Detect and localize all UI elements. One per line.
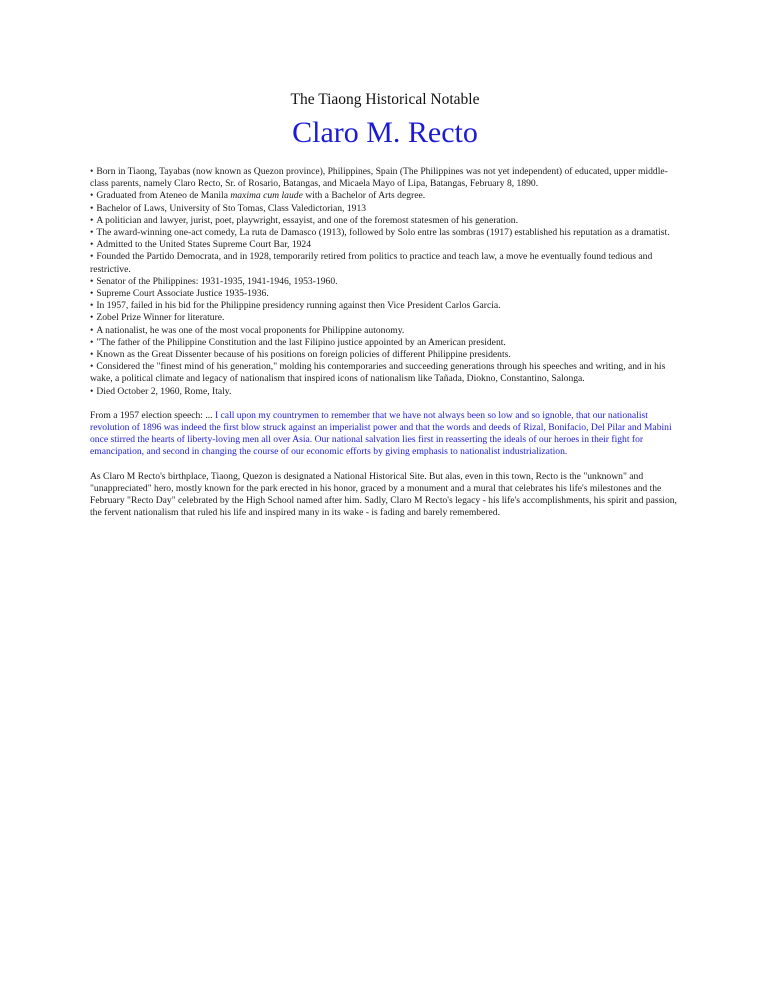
- fact-item-birth: • Born in Tiaong, Tayabas (now known as Quezon province), Philippines, Spain (The Philippines was not yet independent) of educated, upper middle-class parents, namely Claro Recto, Sr. of Rosario, Batangas, and Micaela Mayo of Lipa, Batangas, February 8, 1890.: [90, 166, 680, 190]
- fact-item-politician: • A politician and lawyer, jurist, poet, playwright, essayist, and one of the foremost statesmen of his generation.: [90, 215, 680, 227]
- speech-quote: I call upon my countrymen to remember that we have not always been so low and so ignoble, that our nationalist revolution of 1896 was indeed the first blow struck against an imperialist power and that the words and deeds of Rizal, Bonifacio, Del Pilar and Mabini once stirred the hearts of liberty-loving men all over Asia. Our national salvation lies first in reasserting the ideals of our heroes in their fight for emancipation, and second in changing the course of our economic efforts by giving emphasis to nationalist industrialization.: [90, 409, 672, 458]
- fact-item-law-degree: • Bachelor of Laws, University of Sto Tomas, Class Valedictorian, 1913: [90, 203, 680, 215]
- fact-item-constitution: • "The father of the Philippine Constitution and the last Filipino justice appointed by an American president.: [90, 337, 680, 349]
- fact-item-dissenter: • Known as the Great Dissenter because of his positions on foreign policies of different Philippine presidents.: [90, 349, 680, 361]
- fact-item-death: • Died October 2, 1960, Rome, Italy.: [90, 386, 680, 398]
- facts-list: [90, 166, 680, 398]
- fact-item-education: [90, 190, 680, 202]
- fact-item-dramatist: • The award-winning one-act comedy, La ruta de Damasco (1913), followed by Solo entre las sombras (1917) established his reputation as a dramatist.: [90, 227, 680, 239]
- fact-item-bar: • Admitted to the United States Supreme Court Bar, 1924: [90, 239, 680, 251]
- fact-text: with a Bachelor of Arts degree.: [302, 190, 426, 202]
- fact-text: Graduated from Ateneo de Manila: [96, 190, 231, 202]
- fact-item-finest-mind: • Considered the "finest mind of his generation," molding his contemporaries and succeeding generations through his speeches and writing, and in his wake, a political climate and legacy of nationalism that inspired icons of nationalism like Tañada, Diokno, Constantino, Salonga.: [90, 361, 680, 385]
- fact-item-zobel: • Zobel Prize Winner for literature.: [90, 312, 680, 324]
- fact-item-senator: • Senator of the Philippines: 1931-1935, 1941-1946, 1953-1960.: [90, 276, 680, 288]
- fact-item-partido: • Founded the Partido Democrata, and in 1928, temporarily retired from politics to practice and teach law, a move he eventually found tedious and restrictive.: [90, 251, 680, 275]
- closing-paragraph: As Claro M Recto's birthplace, Tiaong, Quezon is designated a National Historical Site. But alas, even in this town, Recto is the "unknown" and "unappreciated" hero, mostly known for the park erected in his honor, graced by a monument and a mural that celebrates his life's milestones and the February "Recto Day" celebrated by the High School named after him. Sadly, Claro M Recto's legacy - his life's accomplishments, his spirit and passion, the fervent nationalism that ruled his life and inspired many in its wake - is fading and barely remembered.: [90, 470, 677, 519]
- fact-emphasis: maxima cum laude: [230, 190, 303, 202]
- document-title: Claro M. Recto: [292, 116, 478, 149]
- document-subtitle: The Tiaong Historical Notable: [290, 91, 480, 108]
- fact-item-justice: • Supreme Court Associate Justice 1935-1936.: [90, 288, 680, 300]
- document-page: [90, 90, 680, 519]
- fact-item-nationalist: • A nationalist, he was one of the most vocal proponents for Philippine autonomy.: [90, 325, 680, 337]
- speech-intro: From a 1957 election speech: ...: [90, 409, 215, 421]
- speech-paragraph: [90, 410, 680, 459]
- fact-item-presidency: • In 1957, failed in his bid for the Philippine presidency running against then Vice President Carlos Garcia.: [90, 300, 680, 312]
